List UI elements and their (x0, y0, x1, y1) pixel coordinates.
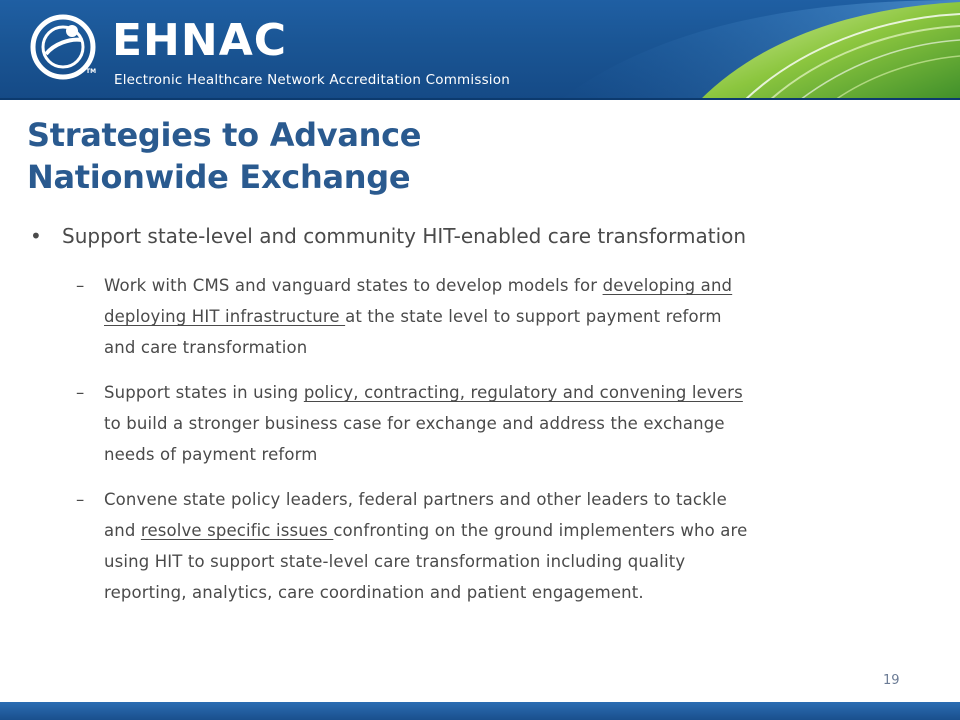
text-line (104, 270, 934, 301)
text-run: Convene state policy leaders, federal partners and other leaders to tackle (104, 490, 727, 509)
bullet-dot-icon: • (30, 224, 42, 248)
header-divider (0, 98, 960, 100)
text-run: Support states in using (104, 383, 304, 402)
underlined-text: policy, contracting, regulatory and convening levers (303, 383, 743, 402)
text-line (104, 377, 934, 408)
text-line (104, 332, 934, 363)
slide-title-line-2: Nationwide Exchange (27, 158, 411, 196)
text-line (104, 408, 934, 439)
brand-subtitle: Electronic Healthcare Network Accreditation Commission (114, 72, 510, 88)
sub-bullet-dash: – (76, 490, 85, 509)
text-line (104, 484, 934, 515)
text-run: and (104, 521, 141, 540)
sub-bullet-text (104, 377, 934, 470)
page-number: 19 (883, 673, 900, 688)
sub-bullet-text (104, 270, 934, 363)
text-run: at the state level to support payment reform (345, 307, 722, 326)
main-bullet-text: Support state-level and community HIT-enabled care transformation (62, 224, 747, 248)
underlined-text: deploying HIT infrastructure (104, 307, 346, 326)
sub-bullet-dash: – (76, 276, 85, 295)
underlined-text: resolve specific issues (140, 521, 334, 540)
text-run: confronting on the ground implementers who are (333, 521, 748, 540)
text-run: Work with CMS and vanguard states to develop models for (104, 276, 603, 295)
slide-header (0, 0, 960, 100)
underlined-text: developing and (602, 276, 733, 295)
text-line (104, 577, 934, 608)
sub-bullet-dash: – (76, 383, 85, 402)
trademark-mark: TM (86, 68, 97, 75)
text-run: reporting, analytics, care coordination and patient engagement. (104, 583, 644, 602)
text-line (104, 546, 934, 577)
slide-title (27, 114, 827, 198)
text-run: to build a stronger business case for exchange and address the exchange (104, 414, 725, 433)
sub-bullet-text (104, 484, 934, 608)
text-run: using HIT to support state-level care transformation including quality (104, 552, 686, 571)
text-line (104, 301, 934, 332)
brand-name: EHNAC (112, 15, 288, 66)
slide-title-line-1: Strategies to Advance (27, 116, 422, 154)
footer-bar (0, 702, 960, 720)
text-run: needs of payment reform (104, 445, 318, 464)
text-line (104, 439, 934, 470)
text-line (104, 515, 934, 546)
text-run: and care transformation (104, 338, 308, 357)
